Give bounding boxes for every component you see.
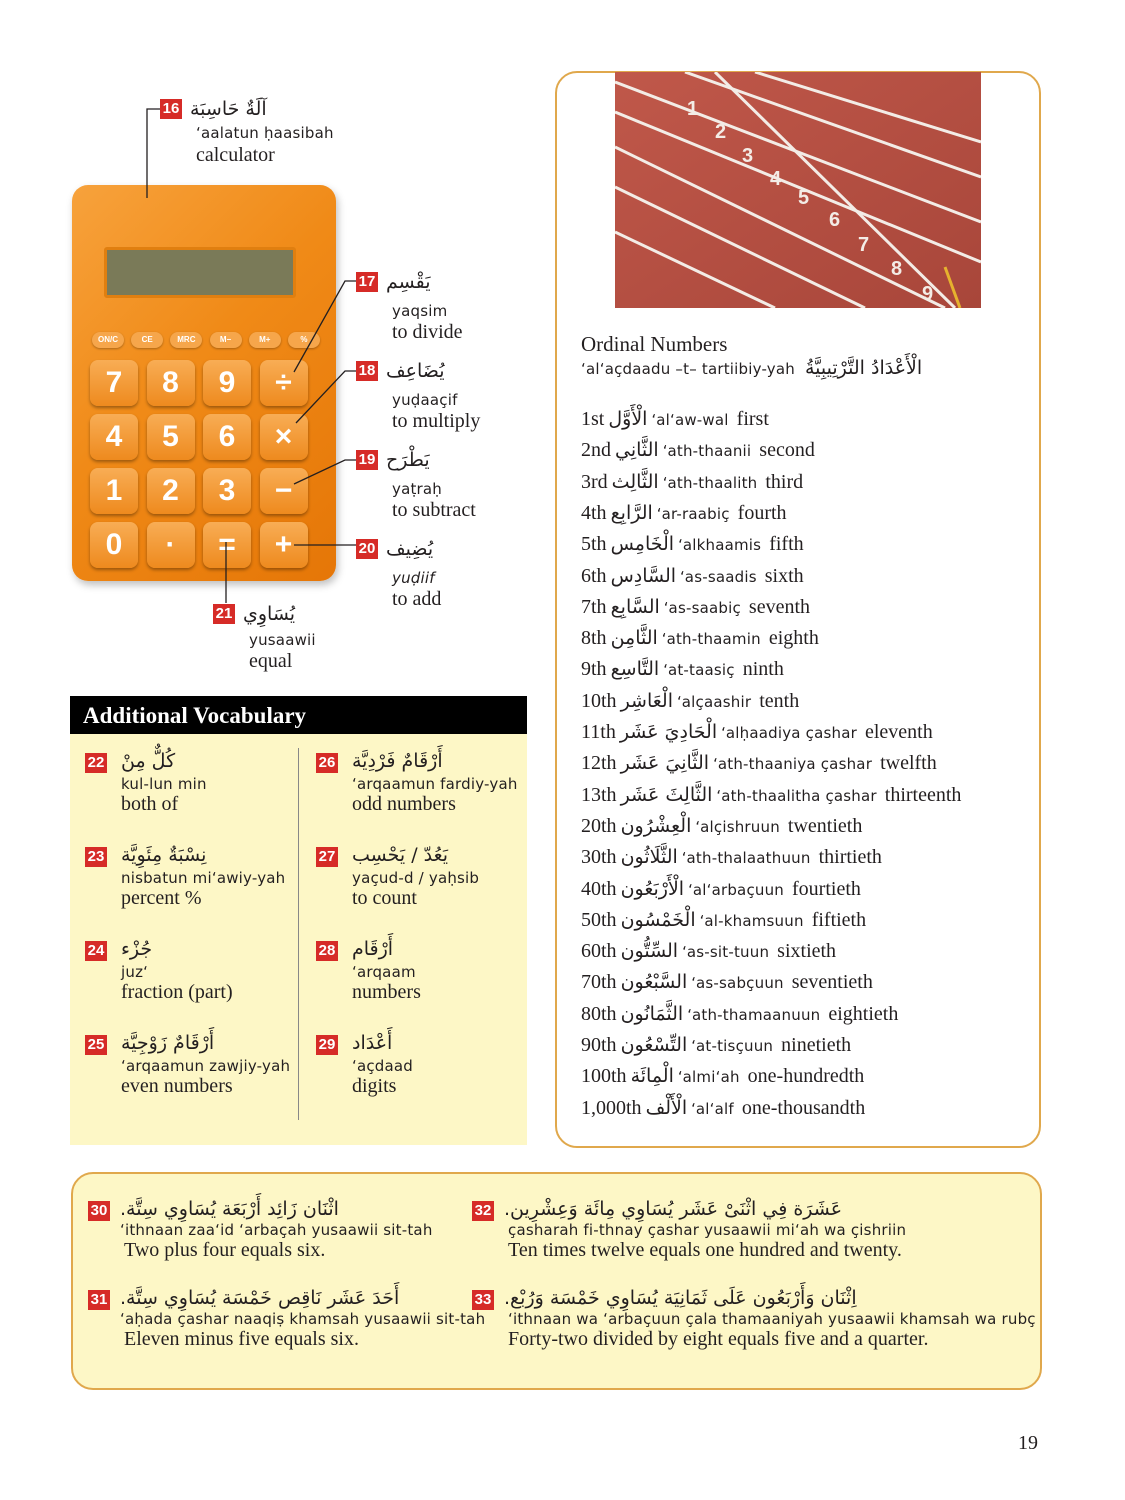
transliteration: ‘aḥada çashar naaqiṣ khamsah yusaawii sit-tah: [120, 1310, 486, 1328]
english-gloss: even numbers: [121, 1075, 233, 1097]
arabic-word: يَعُدّ / يَحْسِب: [352, 844, 449, 866]
arabic-word: الثَّالِث: [611, 470, 659, 493]
item-number: 17: [356, 272, 378, 292]
ordinal-number: 11th: [581, 721, 616, 743]
ordinal-number: 80th: [581, 1002, 617, 1025]
arabic-word: السِّتُّون: [620, 940, 679, 963]
transliteration: ‘ath-thaalitha çashar: [716, 786, 877, 805]
ordinal-number: 1st: [581, 408, 605, 430]
arabic-word: الْأَرْبَعُون: [620, 877, 685, 900]
ordinal-row: [581, 784, 961, 807]
ordinal-row: [581, 596, 810, 619]
vocab-item: [85, 938, 310, 1004]
english-gloss: Forty-two divided by eight equals five and a quarter.: [508, 1328, 929, 1350]
arabic-word: الْعَاشِر: [620, 689, 673, 712]
additional-vocabulary-box: [70, 696, 527, 1145]
arabic-word: التِّسْعُون: [620, 1034, 688, 1056]
arabic-word: أَعْدَاد: [352, 1032, 393, 1054]
arabic-word: أَرْقَام: [352, 938, 394, 960]
arabic-word: كُلٌّ مِنْ: [121, 750, 176, 772]
key: ·: [147, 522, 195, 568]
item-number: 28: [316, 941, 338, 961]
english-gloss: to add: [392, 588, 442, 610]
english-gloss: fraction (part): [121, 981, 233, 1003]
ordinal-row: [581, 940, 836, 963]
ordinal-number: 50th: [581, 908, 617, 931]
transliteration: ‘açdaad: [352, 1057, 414, 1075]
ordinal-number: 100th: [581, 1065, 627, 1088]
english-gloss: odd numbers: [352, 793, 456, 815]
key: 3: [203, 468, 251, 514]
callout-calculator: [160, 98, 267, 120]
transliteration: ‘al‘arbaçuun: [688, 880, 785, 899]
arabic-word: يُسَاوِي: [243, 603, 296, 625]
transliteration: ‘ath-thaanii: [662, 442, 752, 461]
ordinal-title: Ordinal Numbers: [581, 332, 728, 356]
transliteration: ‘alçaashir: [677, 692, 752, 711]
sentence: [472, 1287, 1036, 1351]
arabic-word: الْعِشْرُون: [620, 814, 692, 837]
english-gloss: to subtract: [392, 499, 476, 521]
english-gloss: second: [759, 439, 815, 462]
arabic-word: الثَّمَانُون: [620, 1002, 684, 1025]
english-gloss: to count: [352, 887, 417, 909]
arabic-word: يُضِيف: [386, 538, 434, 560]
transliteration: ‘ath-thalaathuun: [681, 849, 811, 868]
transliteration: ‘alḥaadiya çashar: [721, 724, 857, 742]
ordinal-row: [581, 909, 866, 932]
ordinal-row: [581, 721, 933, 744]
callout-subtract: [356, 449, 430, 471]
lane-number: 6: [829, 209, 841, 231]
arabic-word: الْمِائَة: [630, 1065, 674, 1088]
item-number: 27: [316, 847, 338, 867]
arabic-sentence: عَشَرَة فِي اثْنَىْ عَشَر يُسَاوِي مِائَة وَعِشْرِين.: [504, 1198, 843, 1220]
ordinal-number: 13th: [581, 783, 617, 806]
english-gloss: Two plus four equals six.: [124, 1239, 326, 1261]
ordinal-row: [581, 627, 819, 650]
arabic-word: الرَّابِع: [610, 501, 653, 524]
item-number: 24: [85, 941, 107, 961]
transliteration: ‘at-taasiç: [663, 661, 735, 680]
english-gloss: thirtieth: [818, 846, 882, 869]
english-gloss: first: [736, 408, 769, 430]
transliteration: yaqsim: [392, 302, 448, 320]
arabic-word: الثَّانِي: [615, 439, 659, 462]
vocab-item: [85, 750, 310, 816]
transliteration: ‘arqaamun fardiy-yah: [352, 775, 518, 793]
item-number: 16: [160, 99, 182, 119]
english-gloss: eighth: [768, 627, 819, 650]
vocab-item: [85, 844, 310, 910]
vocab-item: [316, 750, 541, 816]
ordinal-row: [581, 878, 861, 901]
sentence: [472, 1198, 906, 1262]
english-gloss: numbers: [352, 981, 421, 1003]
english-gloss: fifth: [769, 533, 804, 556]
transliteration: ‘ar-raabiç: [656, 504, 730, 523]
arabic-word: الْأَعْدَادُ التَّرْتِيبِيَّةُ: [804, 357, 923, 379]
english-gloss: third: [765, 470, 804, 493]
lane-number: 2: [715, 121, 727, 143]
english-gloss: thirteenth: [884, 783, 962, 806]
key: 2: [147, 468, 195, 514]
lane-number: 9: [922, 283, 934, 305]
ordinal-row: [581, 1034, 851, 1057]
ordinal-number: 2nd: [581, 439, 611, 462]
english-gloss: Eleven minus five equals six.: [124, 1328, 359, 1350]
key: 7: [90, 360, 138, 406]
item-number: 32: [472, 1201, 494, 1221]
english-gloss: both of: [121, 793, 179, 815]
ordinal-number: 7th: [581, 595, 607, 618]
leader-line: [294, 281, 356, 372]
arabic-word: الثَّلَاثُون: [620, 846, 678, 869]
key: +: [260, 522, 308, 568]
ordinal-number: 40th: [581, 877, 617, 900]
arabic-sentence: اثْنَان زَائِد أَرْبَعَة يُسَاوِي سِتَّة.: [120, 1198, 339, 1220]
english-gloss: equal: [249, 650, 293, 672]
lane-number: 3: [742, 145, 754, 167]
transliteration: ‘ithnaan zaa‘id ‘arbaçah yusaawii sit-tah: [120, 1221, 433, 1239]
ordinal-number: 30th: [581, 846, 617, 869]
transliteration: ‘al-khamsuun: [699, 911, 804, 930]
running-track-photo: [615, 72, 981, 308]
key: 1: [90, 468, 138, 514]
ordinal-number: 1,000th: [581, 1096, 642, 1119]
ordinal-row: [581, 752, 937, 775]
english-gloss: digits: [352, 1075, 397, 1097]
english-gloss: sixth: [764, 564, 804, 587]
transliteration: yaṭraḥ: [392, 480, 443, 498]
ordinal-row: [581, 815, 862, 838]
ordinal-row: [581, 971, 873, 994]
transliteration: ‘as-saadis: [680, 567, 757, 586]
arabic-sentence: اِثْنَان وَأَرْبَعُون عَلَى ثَمَانِيَة يُسَاوِي خَمْسَة وَرُبْع.: [504, 1287, 857, 1309]
ordinal-row: [581, 1097, 865, 1120]
ordinal-row: [581, 439, 815, 462]
vocab-item: [316, 938, 541, 1004]
item-number: 19: [356, 450, 378, 470]
sentence: [88, 1198, 433, 1262]
english-gloss: calculator: [196, 144, 275, 166]
ordinal-number: 70th: [581, 971, 617, 994]
callout-divide: [356, 271, 431, 293]
ordinal-row: [581, 690, 799, 713]
english-gloss: eleventh: [864, 721, 933, 743]
key: 5: [147, 414, 195, 460]
arabic-word: الْحَادِيَ عَشَر: [619, 721, 718, 743]
transliteration: ‘as-sit-tuun: [682, 943, 770, 962]
ordinal-row: [581, 1065, 864, 1088]
transliteration: ‘ath-thaaniya çashar: [713, 755, 873, 774]
transliteration: yuḍaaçif: [392, 391, 458, 409]
transliteration: ‘almi‘ah: [677, 1068, 740, 1087]
fkey: M−: [210, 332, 242, 348]
vocab-item: [316, 844, 541, 910]
callout-multiply: [356, 360, 445, 382]
sentence: [88, 1287, 485, 1351]
transliteration: ‘al‘açdaadu –t– tartiibiy-yah: [581, 360, 795, 378]
fkey: CE: [131, 332, 163, 348]
arabic-word: آلَةٌ حَاسِبَة: [190, 98, 267, 120]
key: ÷: [260, 360, 308, 406]
lane-number: 8: [891, 258, 903, 280]
key: −: [260, 468, 308, 514]
arabic-word: السَّبْعُون: [620, 971, 688, 994]
english-gloss: ninth: [742, 658, 784, 681]
key: =: [203, 522, 251, 568]
arabic-word: جُزْء: [121, 938, 153, 960]
arabic-word: الثَّالِثَ عَشَر: [620, 783, 713, 806]
transliteration: ‘ath-thaamin: [661, 630, 761, 649]
lane-number: 5: [798, 187, 810, 209]
ordinal-number: 60th: [581, 940, 617, 963]
ordinal-row: [581, 846, 882, 869]
ordinal-row: [581, 502, 787, 525]
ordinal-number: 90th: [581, 1034, 617, 1056]
key: 6: [203, 414, 251, 460]
transliteration: yusaawii: [249, 631, 316, 649]
transliteration: nisbatun mi‘awiy-yah: [121, 869, 286, 887]
ordinal-number: 4th: [581, 501, 607, 524]
item-number: 22: [85, 753, 107, 773]
fkey: %: [288, 332, 320, 348]
arabic-word: يُضَاعِف: [386, 360, 445, 382]
callout-add: [356, 538, 433, 560]
arabic-word: الْخَامِس: [610, 533, 675, 556]
english-gloss: fourth: [737, 501, 787, 524]
fkey: M+: [249, 332, 281, 348]
english-gloss: Ten times twelve equals one hundred and twenty.: [508, 1239, 902, 1261]
transliteration: ‘at-tisçuun: [691, 1037, 774, 1055]
item-number: 30: [88, 1201, 110, 1221]
ordinal-number: 12th: [581, 752, 617, 775]
item-number: 23: [85, 847, 107, 867]
arabic-word: الْأَلْف: [645, 1096, 688, 1119]
ordinal-number: 6th: [581, 564, 607, 587]
ordinal-row: [581, 1003, 898, 1026]
ordinal-number: 5th: [581, 533, 607, 556]
transliteration: ‘alçishruun: [695, 817, 780, 836]
english-gloss: fourtieth: [792, 877, 861, 900]
transliteration: ‘as-saabiç: [663, 598, 741, 617]
english-gloss: eightieth: [828, 1002, 899, 1025]
arabic-word: التَّاسِع: [610, 658, 660, 681]
transliteration: ‘as-sabçuun: [691, 974, 784, 993]
lane-number: 7: [858, 234, 870, 256]
transliteration: ‘al‘aw-wal: [651, 411, 729, 429]
arabic-word: نِسْبَةٌ مِئَوِيَّة: [121, 844, 207, 866]
fkey: MRC: [170, 332, 202, 348]
ordinal-row: [581, 471, 803, 494]
transliteration: ‘ath-thaalith: [662, 473, 758, 492]
item-number: 26: [316, 753, 338, 773]
transliteration: ‘arqaamun zawjiy-yah: [121, 1057, 291, 1075]
ordinal-row: [581, 658, 784, 681]
arabic-word: الثَّانِيَ عَشَر: [620, 752, 710, 775]
english-gloss: twelfth: [880, 752, 937, 775]
lane-number: 1: [687, 98, 699, 120]
transliteration: ‘ath-thamaanuun: [687, 1005, 821, 1024]
english-gloss: to multiply: [392, 410, 481, 432]
transliteration: ‘ithnaan wa ‘arbaçuun çala thamaaniyah yusaawii khamsah wa rubç: [508, 1310, 1036, 1328]
english-gloss: percent %: [121, 887, 202, 909]
arabic-word: أَرْقَامٌ فَرْدِيَّة: [352, 750, 443, 772]
arabic-sentence: أَحَدَ عَشَر نَاقِص خَمْسَة يُسَاوِي سِتَّة.: [120, 1287, 400, 1309]
track-illustration: [615, 72, 981, 308]
english-gloss: fiftieth: [811, 908, 867, 931]
transliteration: ‘aalatun ḥaasibah: [196, 124, 334, 142]
vocab-item: [316, 1032, 541, 1098]
arabic-word: السَّادِس: [610, 564, 677, 587]
arabic-word: السَّابِع: [610, 595, 660, 618]
key: ×: [260, 414, 308, 460]
english-gloss: to divide: [392, 321, 463, 343]
vocab-item: [85, 1032, 310, 1098]
item-number: 20: [356, 539, 378, 559]
english-gloss: seventieth: [791, 971, 873, 994]
key: 4: [90, 414, 138, 460]
english-gloss: sixtieth: [777, 940, 837, 963]
key: 0: [90, 522, 138, 568]
item-number: 21: [213, 604, 235, 624]
arabic-word: الْأَوَّل: [608, 408, 648, 430]
ordinal-subtitle: [581, 357, 922, 379]
transliteration: yuḍiif: [392, 569, 435, 587]
item-number: 29: [316, 1035, 338, 1055]
item-number: 31: [88, 1290, 110, 1310]
ordinal-number: 20th: [581, 814, 617, 837]
transliteration: ‘al‘alf: [691, 1099, 734, 1118]
english-gloss: ninetieth: [781, 1034, 852, 1056]
transliteration: ‘alkhaamis: [678, 536, 762, 555]
ordinal-row: [581, 533, 804, 556]
item-number: 33: [472, 1290, 494, 1310]
transliteration: kul-lun min: [121, 775, 207, 793]
key: 9: [203, 360, 251, 406]
arabic-word: يَطْرَح: [386, 449, 430, 471]
english-gloss: one-hundredth: [747, 1065, 865, 1088]
key: 8: [147, 360, 195, 406]
fkey: ON/C: [92, 332, 124, 348]
leader-line: [294, 460, 356, 484]
english-gloss: one-thousandth: [741, 1096, 866, 1119]
lane-number: 4: [770, 168, 782, 190]
english-gloss: tenth: [759, 689, 800, 712]
arabic-word: الْخَمْسُون: [620, 908, 696, 931]
leader-line: [296, 371, 356, 423]
ordinal-number: 3rd: [581, 470, 608, 493]
vocab-title: Additional Vocabulary: [70, 696, 527, 734]
ordinal-number: 8th: [581, 627, 607, 650]
ordinal-row: [581, 565, 804, 588]
english-gloss: seventh: [748, 595, 810, 618]
transliteration: çasharah fi-thnay çashar yusaawii mi‘ah wa çishriin: [508, 1221, 907, 1239]
ordinal-number: 9th: [581, 658, 607, 681]
transliteration: yaçud-d / yaḥsib: [352, 869, 480, 887]
page-number: 19: [1018, 1432, 1038, 1454]
item-number: 18: [356, 361, 378, 381]
callout-equal: [213, 603, 295, 625]
ordinal-number: 10th: [581, 689, 617, 712]
arabic-word: الثَّامِن: [610, 627, 658, 650]
arabic-word: يَقْسِم: [386, 271, 431, 293]
transliteration: juz‘: [121, 963, 149, 981]
transliteration: ‘arqaam: [352, 963, 416, 981]
ordinal-row: [581, 408, 769, 431]
leader-line: [147, 109, 160, 198]
item-number: 25: [85, 1035, 107, 1055]
arabic-word: أَرْقَامٌ زَوْجِيَّة: [121, 1032, 215, 1054]
english-gloss: twentieth: [787, 814, 863, 837]
